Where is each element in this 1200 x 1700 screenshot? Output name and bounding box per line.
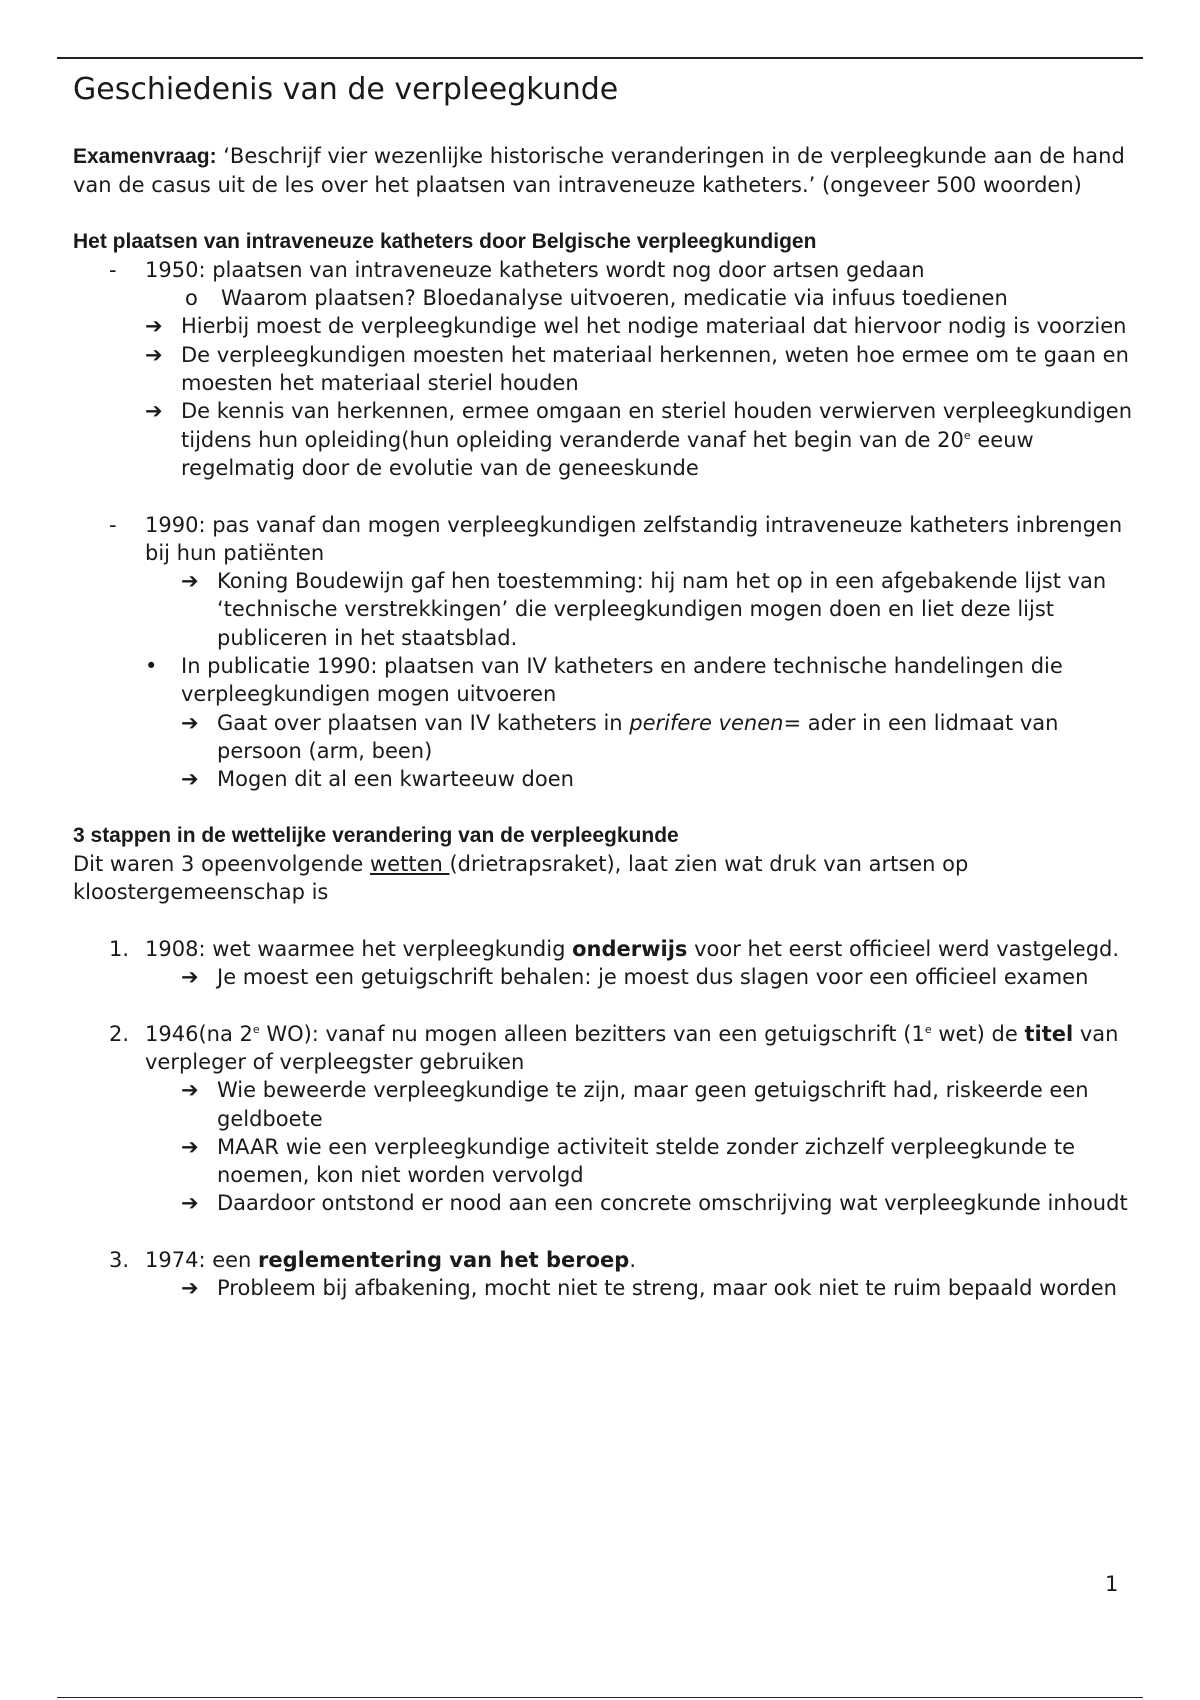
arrow-item-text: Daardoor ontstond er nood aan een concrete omschrijving wat verpleegkunde inhoudt — [217, 1191, 1128, 1216]
dash-marker: - — [109, 257, 117, 282]
arrow-item — [73, 1133, 1133, 1190]
dash-marker: - — [109, 512, 117, 537]
document-page — [73, 66, 1133, 1303]
numbered-item-1908 — [73, 935, 1133, 963]
arrow-icon: ➔ — [181, 1078, 199, 1103]
arrow-item-text: Je moest een getuigschrift behalen: je moest dus slagen voor een officieel examen — [217, 965, 1089, 990]
numbered-item-text: 1908: wet waarmee het verpleegkundig onderwijs voor het eerst officieel werd vastgelegd. — [145, 936, 1120, 961]
section-heading-laws: 3 stappen in de wettelijke verandering van de verpleegkunde — [73, 823, 679, 847]
arrow-icon: ➔ — [145, 314, 163, 339]
arrow-item — [73, 1189, 1133, 1217]
arrow-item — [73, 567, 1133, 652]
page-title: Geschiedenis van de verpleegkunde — [73, 72, 619, 107]
arrow-item — [73, 1076, 1133, 1133]
arrow-icon: ➔ — [145, 399, 163, 424]
section-heading-iv: Het plaatsen van intraveneuze katheters door Belgische verpleegkundigen — [73, 229, 817, 253]
arrow-icon: ➔ — [181, 767, 199, 792]
arrow-item — [73, 709, 1133, 766]
arrow-item-text: Koning Boudewijn gaf hen toestemming: hij nam het op in een afgebakende lijst van ‘technische verstrekkingen’ die verpleegkundigen mogen doen en liet deze lijst publiceren in het staatsblad. — [217, 569, 1107, 650]
sub-item-1950 — [73, 284, 1133, 312]
footer-rule — [57, 1697, 1143, 1698]
circle-marker: o — [185, 286, 198, 311]
arrow-item-text: De verpleegkundigen moesten het materiaal herkennen, weten hoe ermee om te gaan en moesten het materiaal steriel houden — [181, 342, 1129, 396]
arrow-item-text: Gaat over plaatsen van IV katheters in perifere venen= ader in een lidmaat van persoon (arm, been) — [217, 710, 1059, 763]
arrow-item-text: MAAR wie een verpleegkundige activiteit stelde zonder zichzelf verpleegkunde te noemen, kon niet worden vervolgd — [217, 1134, 1075, 1188]
item-number: 2. — [109, 1021, 130, 1046]
arrow-icon: ➔ — [181, 1276, 199, 1301]
arrow-item — [73, 1274, 1133, 1302]
arrow-icon: ➔ — [181, 1134, 199, 1159]
arrow-icon: ➔ — [181, 965, 199, 990]
arrow-item-text: Hierbij moest de verpleegkundige wel het nodige materiaal dat hiervoor nodig is voorzien — [181, 314, 1127, 339]
arrow-icon: ➔ — [181, 710, 199, 735]
exam-text: ‘Beschrijf vier wezenlijke historische veranderingen in de verpleegkunde aan de hand van de casus uit de les over het plaatsen van intraveneuze katheters.’ (ongeveer 500 woorden) — [73, 144, 1125, 198]
arrow-item — [73, 312, 1133, 340]
bullet-marker: • — [145, 654, 158, 679]
bullet-item-text: In publicatie 1990: plaatsen van IV katheters en andere technische handelingen die verpleegkundigen mogen uitvoeren — [181, 654, 1063, 707]
list-item-text: 1950: plaatsen van intraveneuze katheters wordt nog door artsen gedaan — [145, 257, 925, 282]
numbered-item-1946 — [73, 1020, 1133, 1077]
list-item-text: 1990: pas vanaf dan mogen verpleegkundigen zelfstandig intraveneuze katheters inbrengen bij hun patiënten — [145, 512, 1123, 565]
bullet-item-publicatie — [73, 652, 1133, 709]
arrow-item-text: Probleem bij afbakening, mocht niet te streng, maar ook niet te ruim bepaald worden — [217, 1276, 1117, 1301]
list-item-1950 — [73, 256, 1133, 284]
numbered-item-text: 1946(na 2e WO): vanaf nu mogen alleen bezitters van een getuigschrift (1e wet) de titel van verpleger of verpleegster gebruiken — [145, 1021, 1119, 1074]
page-number: 1 — [1105, 1572, 1119, 1596]
arrow-icon: ➔ — [181, 1191, 199, 1216]
arrow-item — [73, 963, 1133, 991]
arrow-icon: ➔ — [145, 342, 163, 367]
header-rule — [57, 57, 1143, 59]
arrow-icon: ➔ — [181, 569, 199, 594]
arrow-item-text: Mogen dit al een kwarteeuw doen — [217, 767, 574, 792]
item-number: 3. — [109, 1247, 130, 1272]
arrow-item-text: Wie beweerde verpleegkundige te zijn, maar geen getuigschrift had, riskeerde een geldboete — [217, 1078, 1089, 1131]
exam-label: Examenvraag: — [73, 145, 217, 168]
exam-question — [73, 142, 1133, 200]
arrow-item — [73, 341, 1133, 398]
list-item-1990 — [73, 511, 1133, 568]
arrow-item — [73, 765, 1133, 793]
sub-item-text: Waarom plaatsen? Bloedanalyse uitvoeren, medicatie via infuus toedienen — [221, 286, 1008, 311]
section-intro: Dit waren 3 opeenvolgende wetten (drietrapsraket), laat zien wat druk van artsen op kloostergemeenschap is — [73, 851, 969, 905]
arrow-item-text: De kennis van herkennen, ermee omgaan en steriel houden verwierven verpleegkundigen tijdens hun opleiding(hun opleiding veranderde vanaf het begin van de 20e eeuw regelmatig door de evolutie van de geneeskunde — [181, 399, 1133, 480]
item-number: 1. — [109, 936, 130, 961]
numbered-item-1974 — [73, 1246, 1133, 1274]
arrow-item — [73, 397, 1133, 482]
numbered-item-text: 1974: een reglementering van het beroep. — [145, 1247, 636, 1272]
